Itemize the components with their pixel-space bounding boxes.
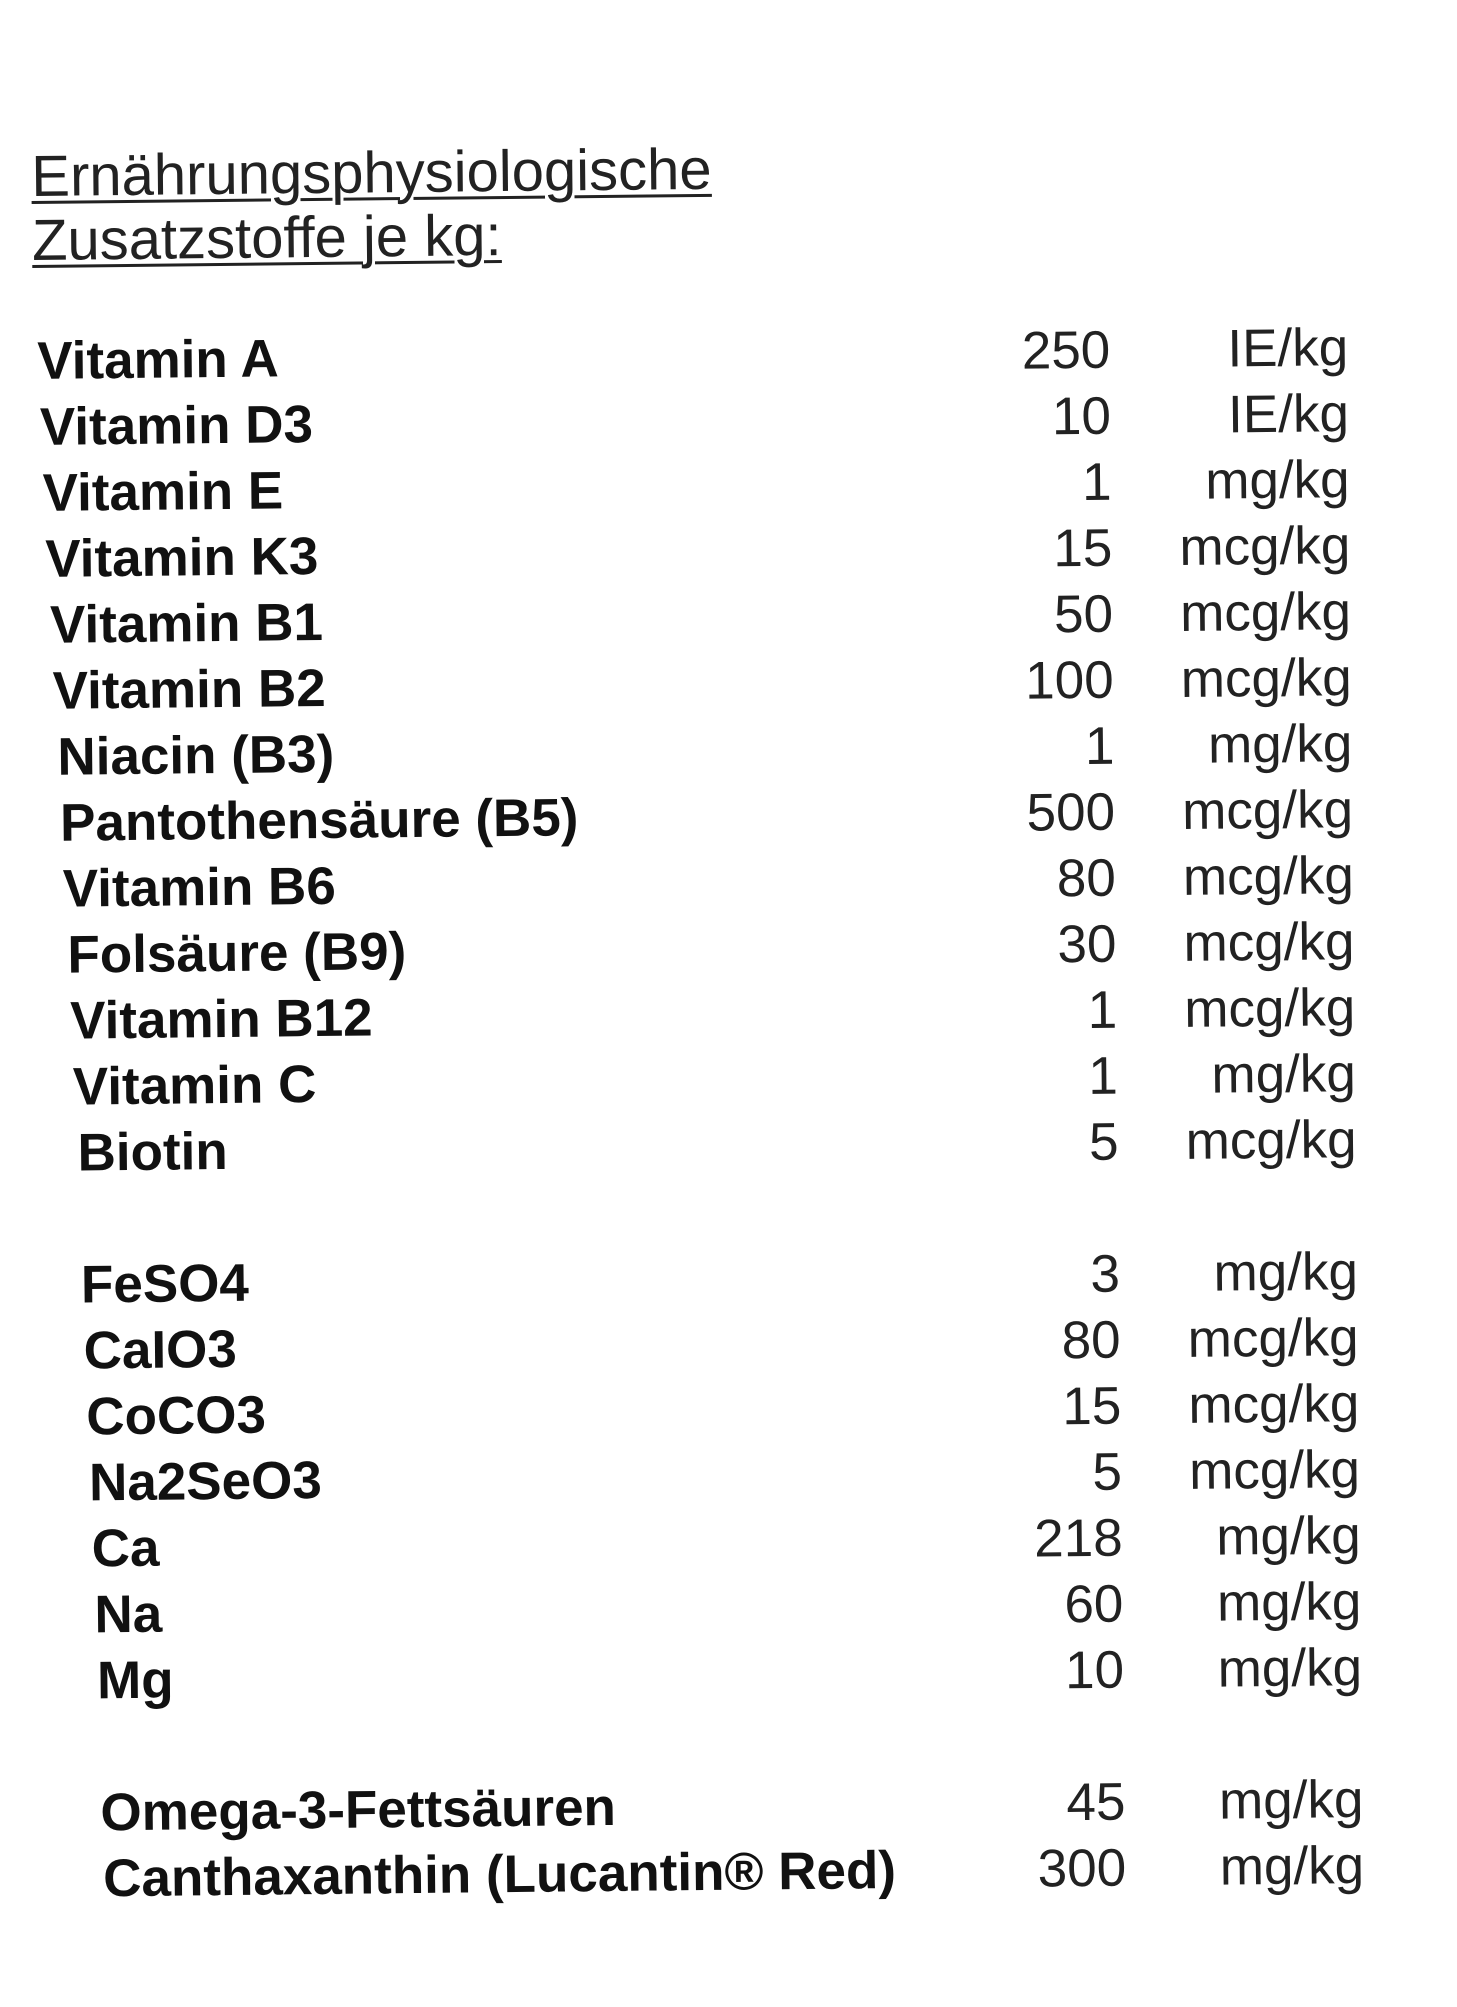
item-name: Vitamin C [72, 1055, 317, 1117]
item-unit: mcg/kg [1180, 648, 1352, 709]
item-unit: IE/kg [1227, 384, 1350, 445]
item-name: Folsäure (B9) [67, 922, 407, 985]
item-value: 5 [1088, 1112, 1119, 1172]
item-value: 300 [1037, 1838, 1127, 1899]
item-value: 60 [1064, 1574, 1124, 1635]
item-unit: mg/kg [1219, 1836, 1365, 1897]
item-name: Vitamin B2 [52, 658, 326, 721]
item-value: 500 [1026, 782, 1116, 843]
title-line-2: Zusatzstoffe je kg: [31, 203, 502, 273]
item-value: 80 [1061, 1310, 1121, 1371]
item-unit: mg/kg [1211, 1044, 1357, 1105]
item-value: 250 [1021, 320, 1111, 381]
item-unit: mg/kg [1218, 1770, 1364, 1831]
list-item [1, 1106, 1457, 1187]
item-value: 15 [1053, 518, 1113, 579]
item-value: 15 [1062, 1376, 1122, 1437]
item-value: 1 [1087, 980, 1118, 1040]
item-name: Vitamin K3 [45, 526, 319, 589]
title-line-1: Ernährungsphysiologische [30, 136, 712, 209]
item-value: 1 [1084, 716, 1115, 776]
item-unit: mcg/kg [1188, 1440, 1361, 1501]
item-value: 10 [1064, 1640, 1125, 1701]
item-unit: mg/kg [1216, 1506, 1361, 1567]
item-name: Canthaxanthin (Lucantin® Red) [102, 1840, 897, 1909]
item-name: Na2SeO3 [88, 1450, 323, 1513]
item-unit: mcg/kg [1187, 1308, 1359, 1369]
item-unit: mcg/kg [1188, 1374, 1360, 1435]
item-value: 1 [1081, 452, 1112, 512]
item-unit: mg/kg [1207, 714, 1353, 775]
item-unit: mcg/kg [1179, 582, 1352, 643]
item-unit: mcg/kg [1183, 912, 1355, 973]
item-unit: mg/kg [1216, 1572, 1362, 1633]
item-value: 1 [1088, 1046, 1119, 1106]
item-name: CoCO3 [86, 1385, 267, 1447]
page-title [31, 138, 713, 273]
item-name: Vitamin A [36, 329, 280, 391]
item-name: Vitamin D3 [39, 395, 314, 457]
item-unit: mg/kg [1217, 1638, 1363, 1699]
item-name: Niacin (B3) [57, 724, 335, 787]
item-value: 80 [1056, 848, 1117, 909]
item-value: 100 [1024, 650, 1114, 711]
item-name: Na [94, 1584, 163, 1645]
item-name: Vitamin E [42, 461, 284, 523]
item-unit: mg/kg [1204, 450, 1350, 511]
item-name: Pantothensäure (B5) [59, 788, 579, 853]
item-unit: IE/kg [1227, 318, 1349, 379]
item-name: Mg [96, 1650, 174, 1711]
item-unit: mcg/kg [1185, 1110, 1357, 1171]
item-name: FeSO4 [80, 1253, 250, 1315]
item-value: 50 [1053, 584, 1114, 645]
item-name: CaIO3 [83, 1319, 238, 1381]
item-name: Vitamin B6 [62, 856, 337, 919]
item-value: 10 [1051, 386, 1112, 447]
item-unit: mcg/kg [1183, 978, 1356, 1039]
list-item [7, 1634, 1457, 1715]
item-name: Vitamin B1 [49, 592, 324, 655]
item-value: 45 [1066, 1772, 1126, 1833]
item-name: Omega-3-Fettsäuren [100, 1777, 617, 1843]
item-value: 5 [1092, 1442, 1123, 1502]
item-value: 3 [1090, 1244, 1121, 1304]
item-unit: mcg/kg [1179, 516, 1351, 577]
item-name: Ca [91, 1518, 160, 1579]
item-value: 218 [1033, 1508, 1123, 1569]
item-unit: mcg/kg [1181, 780, 1354, 841]
item-name: Vitamin B12 [69, 988, 373, 1051]
list-item [9, 1832, 1457, 1913]
item-name: Biotin [77, 1121, 228, 1183]
item-unit: mcg/kg [1182, 846, 1355, 907]
item-value: 30 [1057, 914, 1117, 975]
item-unit: mg/kg [1213, 1242, 1359, 1303]
